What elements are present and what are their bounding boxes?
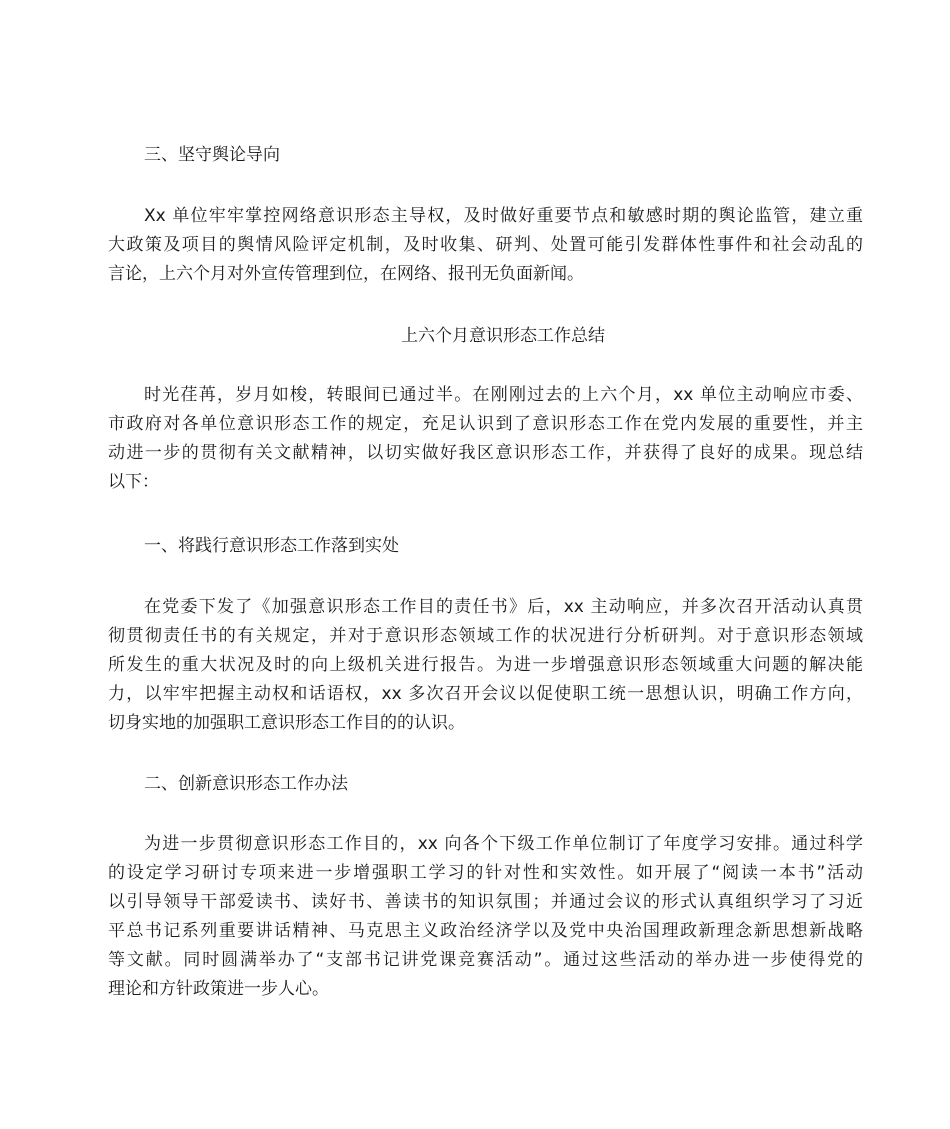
paragraph-line: 以下：: [108, 472, 159, 492]
paragraph-line: 为进一步贯彻意识形态工作目的，xx 向各个下级工作单位制订了年度学习安排。通过科学: [144, 834, 863, 854]
document-title: 上六个月意识形态工作总结: [401, 326, 605, 346]
paragraph-line: 大政策及项目的舆情风险评定机制，及时收集、研判、处置可能引发群体性事件和社会动乱的: [108, 235, 863, 255]
paragraph-line: 以引导领导干部爱读书、读好书、善读书的知识氛围；并通过会议的形式认真组织学习了习近: [108, 892, 863, 912]
paragraph-intro: [108, 381, 863, 497]
paragraph-line: 力，以牢牢把握主动权和话语权，xx 多次召开会议以促使职工统一思想认识，明确工作方向，: [108, 684, 863, 704]
paragraph-line: Xx 单位牢牢掌控网络意识形态主导权，及时做好重要节点和敏感时期的舆论监管，建立重: [144, 206, 863, 226]
paragraph-line: 彻贯彻责任书的有关规定，并对于意识形态领域工作的状况进行分析研判。对于意识形态领域: [108, 626, 863, 646]
section-heading-2: 二、创新意识形态工作办法: [144, 774, 348, 794]
section-heading-3: 三、坚守舆论导向: [144, 145, 280, 165]
paragraph-public-opinion: [108, 202, 863, 289]
paragraph-line: 等文献。同时圆满举办了“支部书记讲党课竞赛活动”。通过这些活动的举办进一步使得党的: [108, 950, 863, 970]
paragraph-innovation: [108, 830, 863, 1004]
paragraph-line: 言论，上六个月对外宣传管理到位，在网络、报刊无负面新闻。: [108, 264, 584, 284]
paragraph-line: 时光荏苒，岁月如梭，转眼间已通过半。在刚刚过去的上六个月，xx 单位主动响应市委、: [144, 385, 863, 405]
paragraph-line: 市政府对各单位意识形态工作的规定，充足认识到了意识形态工作在党内发展的重要性，并主: [108, 414, 863, 434]
paragraph-line: 切身实地的加强职工意识形态工作目的的认识。: [108, 713, 465, 733]
section-heading-1: 一、将践行意识形态工作落到实处: [144, 536, 399, 556]
paragraph-line: 所发生的重大状况及时的向上级机关进行报告。为进一步增强意识形态领域重大问题的解决能: [108, 655, 863, 675]
paragraph-implementation: [108, 593, 863, 738]
paragraph-line: 平总书记系列重要讲话精神、马克思主义政治经济学以及党中央治国理政新理念新思想新战略: [108, 921, 863, 941]
paragraph-line: 动进一步的贯彻有关文献精神，以切实做好我区意识形态工作，并获得了良好的成果。现总结: [108, 443, 863, 463]
paragraph-line: 的设定学习研讨专项来进一步增强职工学习的针对性和实效性。如开展了“阅读一本书”活动: [108, 863, 863, 883]
paragraph-line: 在党委下发了《加强意识形态工作目的责任书》后，xx 主动响应，并多次召开活动认真贯: [144, 597, 863, 617]
paragraph-line: 理论和方针政策进一步人心。: [108, 979, 329, 999]
